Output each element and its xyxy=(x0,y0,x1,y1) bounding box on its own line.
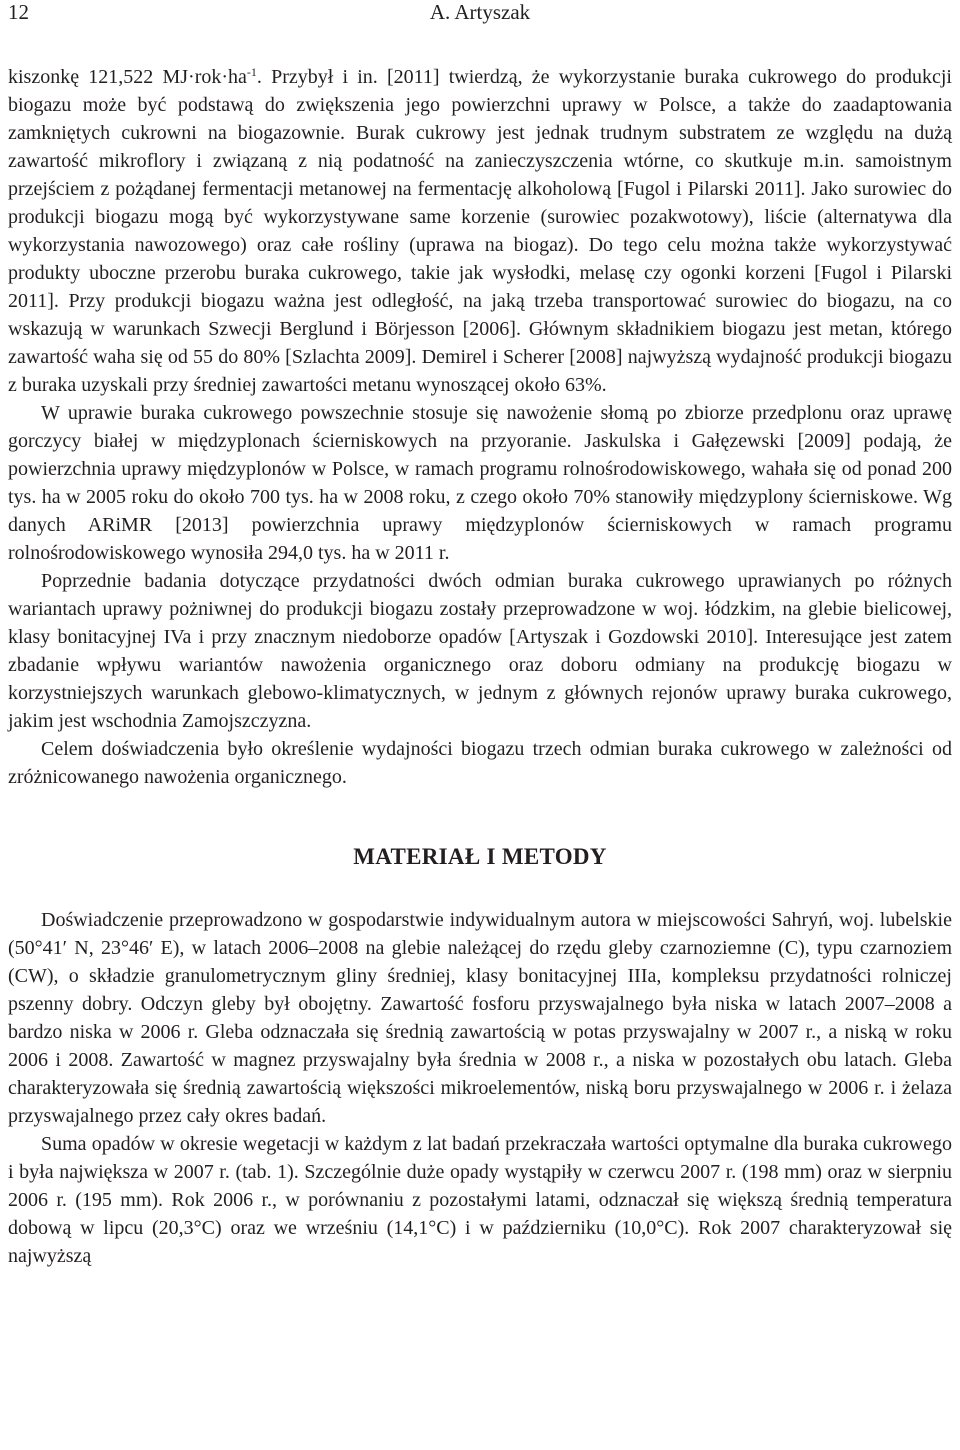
paragraph-2: W uprawie buraka cukrowego powszechnie stosuje się nawożenie słomą po zbiorze przedplonu oraz uprawę gorczycy białej w międzyplonach ścierniskowych na przyoranie. Jaskulska i Gałęzewski [2009] podają, że powierzchnia uprawy międzyplonów w Polsce, w ramach programu rolnośrodowiskowego, wahała się od ponad 200 tys. ha w 2005 roku do około 700 tys. ha w 2008 roku, z czego około 70% stanowiły międzyplony ścierniskowe. Wg danych ARiMR [2013] powierzchnia uprawy międzyplonów ścierniskowych w ramach programu rolnośrodowiskowego wynosiła 294,0 tys. ha w 2011 r. xyxy=(8,402,952,564)
page-number: 12 xyxy=(8,0,29,24)
running-title: A. Artyszak xyxy=(429,0,531,24)
paragraph-5: Doświadczenie przeprowadzono w gospodarstwie indywidualnym autora w miejscowości Sahryń, woj. lubelskie (50°41′ N, 23°46′ E), w latach 2006–2008 na glebie należącej do rzędu gleby czarnoziemne (C), typu czarnoziem (CW), o składzie granulometrycznym gliny średniej, klasy bonitacyjnej IIIa, kompleksu przydatności rolniczej pszenny dobry. Odczyn gleby był obojętny. Zawartość fosforu przyswajalnego była niska w latach 2007–2008 a bardzo niska w 2006 r. Gleba odznaczała się średnią zawartością w potas przyswajalny w 2007 r., a niską w roku 2006 i 2008. Zawartość w magnez przyswajalny była średnia w 2008 r., a niska w pozostałych obu latach. Gleba charakteryzowała się średnią zawartością większości mikroelementów, niską boru przyswajalnego w 2006 r. i żelaza przyswajalnego przez cały okres badań. xyxy=(8,909,952,1127)
page-header xyxy=(8,0,952,24)
superscript-exponent: -1 xyxy=(246,65,257,79)
paragraph-continued xyxy=(8,63,952,399)
body-text xyxy=(8,63,952,1270)
paragraph-1-start: kiszonkę 121,522 MJ·rok·ha xyxy=(8,66,247,88)
paragraph-4: Celem doświadczenia było określenie wydajności biogazu trzech odmian buraka cukrowego w zależności od zróżnicowanego nawożenia organicznego. xyxy=(8,738,952,788)
paragraph-1-rest: . Przybył i in. [2011] twierdzą, że wykorzystanie buraka cukrowego do produkcji biogazu może być podstawą do zwiększenia jego powierzchni uprawy w Polsce, a także do zaadaptowania zamkniętych cukrowni na biogazownie. Burak cukrowy jest jednak trudnym substratem ze względu na dużą zawartość mikroflory i związaną z nią podatność na zanieczyszczenia wtórne, co skutkuje m.in. samoistnym przejściem z pożądanej fermentacji metanowej na fermentację alkoholową [Fugol i Pilarski 2011]. Jako surowiec do produkcji biogazu mogą być wykorzystywane same korzenie (surowiec pozakwotowy), liście (alternatywa dla wykorzystania nawozowego) oraz całe rośliny (uprawa na biogaz). Do tego celu można także wykorzystywać produkty uboczne przerobu buraka cukrowego, takie jak wysłodki, melasę czy ogonki korzeni [Fugol i Pilarski 2011]. Przy produkcji biogazu ważna jest odległość, na jaką trzeba transportować surowiec do biogazu, na co wskazują w warunkach Szwecji Berglund i Börjesson [2006]. Głównym składnikiem biogazu jest metan, którego zawartość waha się od 55 do 80% [Szlachta 2009]. Demirel i Scherer [2008] najwyższą wydajność produkcji biogazu z buraka uzyskali przy średniej zawartości metanu wynoszącej około 63%. xyxy=(8,66,952,396)
paragraph-3: Poprzednie badania dotyczące przydatności dwóch odmian buraka cukrowego uprawianych po różnych wariantach uprawy pożniwnej do produkcji biogazu zostały przeprowadzone w woj. łódzkim, na glebie bielicowej, klasy bonitacyjnej IVa i przy znacznym niedoborze opadów [Artyszak i Gozdowski 2010]. Interesujące jest zatem zbadanie wpływu wariantów nawożenia organicznego oraz doboru odmiany na produkcję biogazu w korzystniejszych warunkach glebowo-klimatycznych, w jednym z głównych rejonów uprawy buraka cukrowego, jakim jest wschodnia Zamojszczyzna. xyxy=(8,570,952,732)
section-heading: MATERIAŁ I METODY xyxy=(353,844,607,869)
paragraph-6: Suma opadów w okresie wegetacji w każdym z lat badań przekraczała wartości optymalne dla buraka cukrowego i była największa w 2007 r. (tab. 1). Szczególnie duże opady wystąpiły w czerwcu 2007 r. (198 mm) oraz w sierpniu 2006 r. (195 mm). Rok 2006 r., w porównaniu z pozostałymi latami, odznaczał się większą średnią temperatura dobową w lipcu (20,3°C) oraz we wrześniu (14,1°C) i w październiku (10,0°C). Rok 2007 charakteryzował się najwyższą xyxy=(8,1133,952,1267)
